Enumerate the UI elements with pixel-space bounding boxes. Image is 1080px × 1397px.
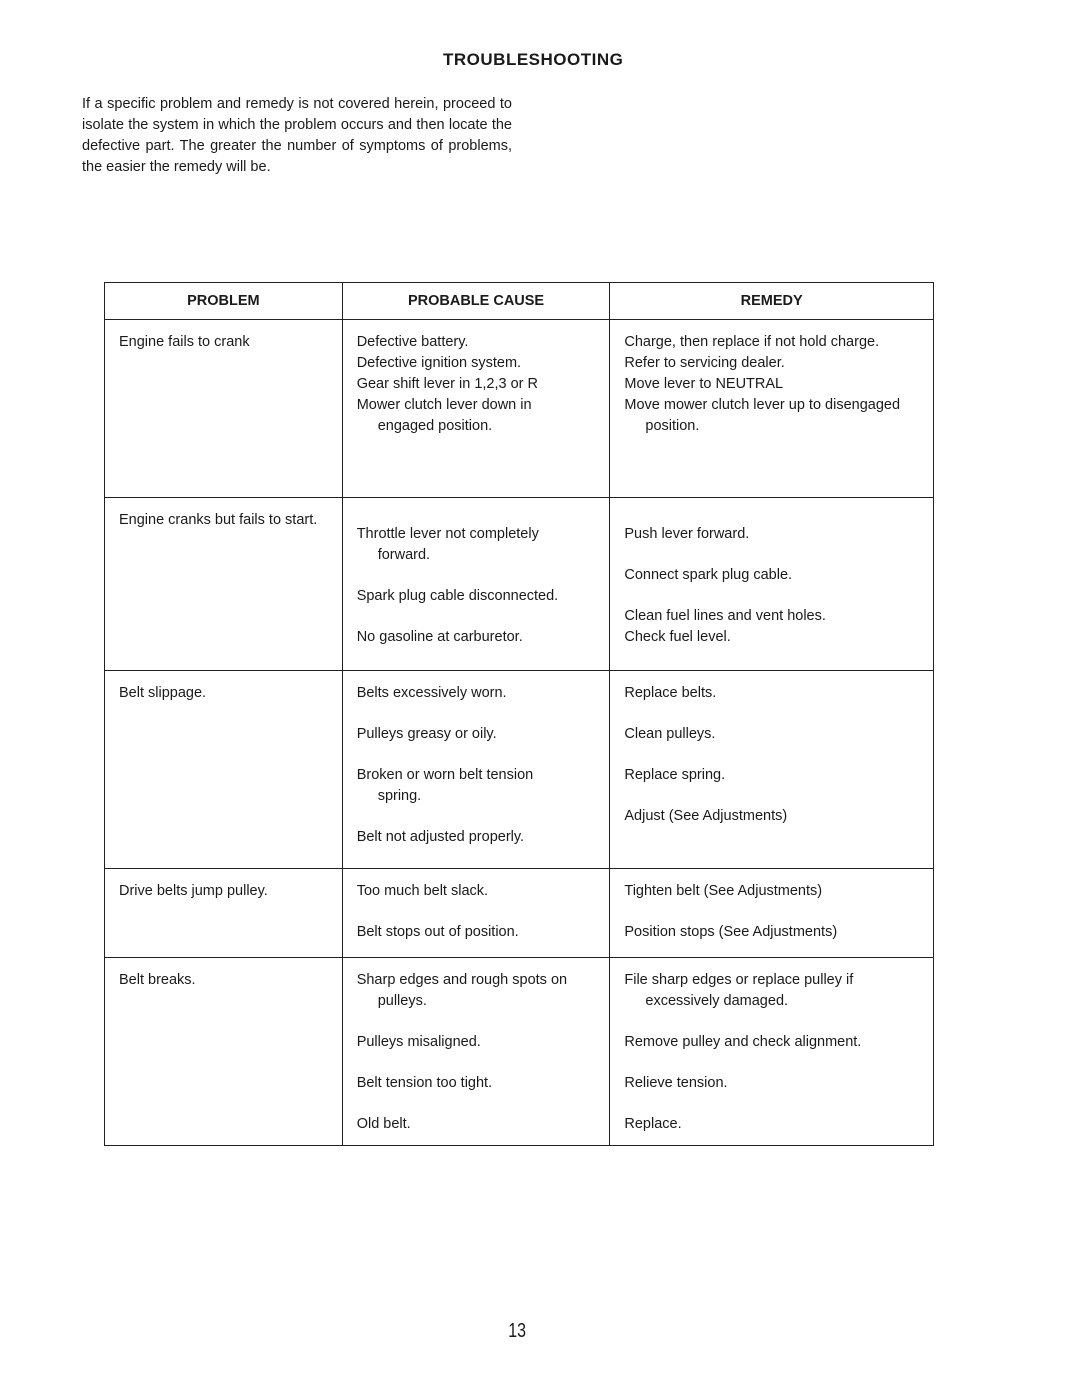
- problem-text: Engine fails to crank: [119, 334, 250, 350]
- item-line: Check fuel level.: [624, 629, 731, 645]
- remedy-cell: [610, 869, 934, 958]
- remedy-item: [624, 606, 919, 648]
- item-line: Charge, then replace if not hold charge.: [624, 334, 880, 350]
- cause-item: [357, 683, 596, 704]
- remedy-item: [624, 922, 919, 943]
- remedy-cell: [610, 671, 934, 869]
- cause-item: [357, 524, 596, 566]
- item-line: Defective ignition system.: [356, 355, 522, 371]
- item-line: Tighten belt (See Adjustments): [624, 883, 823, 899]
- intro-paragraph: If a specific problem and remedy is not covered herein, proceed to isolate the system in which the problem occurs and then locate the defective part. The greater the number of symptoms of problems, the easier the remedy will be.: [82, 96, 512, 175]
- item-line: Replace.: [624, 1116, 682, 1132]
- item-line: Pulleys misaligned.: [356, 1034, 481, 1050]
- table-header-row: [105, 283, 934, 320]
- item-line: Connect spark plug cable.: [624, 567, 793, 583]
- cause-item: [357, 395, 596, 437]
- remedy-item: [624, 332, 919, 353]
- problem-text: Engine cranks but fails to start.: [119, 512, 318, 528]
- remedy-item: [624, 683, 919, 704]
- cause-item: [357, 1032, 596, 1053]
- item-line: Belts excessively worn.: [356, 685, 507, 701]
- remedy-item: [624, 1073, 919, 1094]
- item-line: Broken or worn belt tension: [356, 767, 534, 783]
- item-line: Belt tension too tight.: [356, 1075, 493, 1091]
- page-number: 13: [508, 1320, 527, 1342]
- cause-cell: [342, 671, 610, 869]
- problem-text: Belt breaks.: [119, 972, 196, 988]
- item-line: Move mower clutch lever up to disengaged: [624, 397, 901, 413]
- item-line: Clean pulleys.: [624, 726, 716, 742]
- header-remedy: REMEDY: [610, 283, 934, 320]
- page-title: TROUBLESHOOTING: [443, 50, 624, 69]
- item-line: position.: [645, 418, 700, 434]
- item-line: Belt not adjusted properly.: [356, 829, 525, 845]
- table-row: [105, 320, 934, 498]
- item-line: Spark plug cable disconnected.: [356, 588, 559, 604]
- cause-item: [357, 353, 596, 374]
- item-line: Position stops (See Adjustments): [624, 924, 838, 940]
- remedy-cell: [610, 320, 934, 498]
- item-line: Refer to servicing dealer.: [624, 355, 785, 371]
- item-line: Remove pulley and check alignment.: [624, 1034, 862, 1050]
- table-row: [105, 498, 934, 671]
- cause-item: [357, 881, 596, 902]
- problem-text: Belt slippage.: [119, 685, 207, 701]
- item-line: Pulleys greasy or oily.: [356, 726, 497, 742]
- item-line: spring.: [377, 788, 422, 804]
- remedy-cell: [610, 498, 934, 671]
- remedy-item: [624, 374, 919, 395]
- remedy-item: [624, 724, 919, 745]
- item-line: forward.: [377, 547, 431, 563]
- item-line: pulleys.: [377, 993, 427, 1009]
- remedy-item: [624, 881, 919, 902]
- problem-cell: [105, 958, 343, 1146]
- cause-item: [357, 724, 596, 745]
- item-line: Too much belt slack.: [356, 883, 489, 899]
- problem-cell: [105, 320, 343, 498]
- problem-text: Drive belts jump pulley.: [119, 883, 268, 899]
- cause-cell: [342, 958, 610, 1146]
- cause-item: [357, 827, 596, 848]
- cause-cell: [342, 320, 610, 498]
- item-line: Belt stops out of position.: [356, 924, 519, 940]
- remedy-item: [624, 970, 919, 1012]
- remedy-item: [624, 353, 919, 374]
- remedy-item: [624, 1032, 919, 1053]
- table-row: [105, 671, 934, 869]
- cause-item: [357, 970, 596, 1012]
- remedy-cell: [610, 958, 934, 1146]
- item-line: No gasoline at carburetor.: [356, 629, 523, 645]
- cause-item: [357, 332, 596, 353]
- troubleshooting-table: [104, 282, 934, 1146]
- cause-item: [357, 1073, 596, 1094]
- item-line: excessively damaged.: [645, 993, 789, 1009]
- item-line: Sharp edges and rough spots on: [356, 972, 568, 988]
- cause-item: [357, 1114, 596, 1135]
- cause-item: [357, 765, 596, 807]
- item-line: engaged position.: [377, 418, 493, 434]
- item-line: Relieve tension.: [624, 1075, 728, 1091]
- item-line: Push lever forward.: [624, 526, 750, 542]
- problem-cell: [105, 671, 343, 869]
- item-line: Replace spring.: [624, 767, 726, 783]
- item-line: Old belt.: [356, 1116, 411, 1132]
- remedy-item: [624, 565, 919, 586]
- problem-cell: [105, 498, 343, 671]
- item-line: Gear shift lever in 1,2,3 or R: [356, 376, 539, 392]
- item-line: Adjust (See Adjustments): [624, 808, 788, 824]
- remedy-item: [624, 806, 919, 827]
- cause-cell: [342, 869, 610, 958]
- header-problem: PROBLEM: [105, 283, 343, 320]
- item-line: File sharp edges or replace pulley if: [624, 972, 854, 988]
- cause-item: [357, 374, 596, 395]
- header-probable-cause: PROBABLE CAUSE: [342, 283, 610, 320]
- remedy-item: [624, 765, 919, 786]
- remedy-item: [624, 1114, 919, 1135]
- cause-item: [357, 627, 596, 648]
- table-row: [105, 958, 934, 1146]
- cause-item: [357, 586, 596, 607]
- item-line: Clean fuel lines and vent holes.: [624, 608, 826, 624]
- item-line: Mower clutch lever down in: [356, 397, 532, 413]
- cause-cell: [342, 498, 610, 671]
- item-line: Defective battery.: [356, 334, 469, 350]
- cause-item: [357, 922, 596, 943]
- table-row: [105, 869, 934, 958]
- item-line: Move lever to NEUTRAL: [624, 376, 784, 392]
- remedy-item: [624, 395, 919, 437]
- item-line: Throttle lever not completely: [356, 526, 539, 542]
- item-line: Replace belts.: [624, 685, 717, 701]
- problem-cell: [105, 869, 343, 958]
- remedy-item: [624, 524, 919, 545]
